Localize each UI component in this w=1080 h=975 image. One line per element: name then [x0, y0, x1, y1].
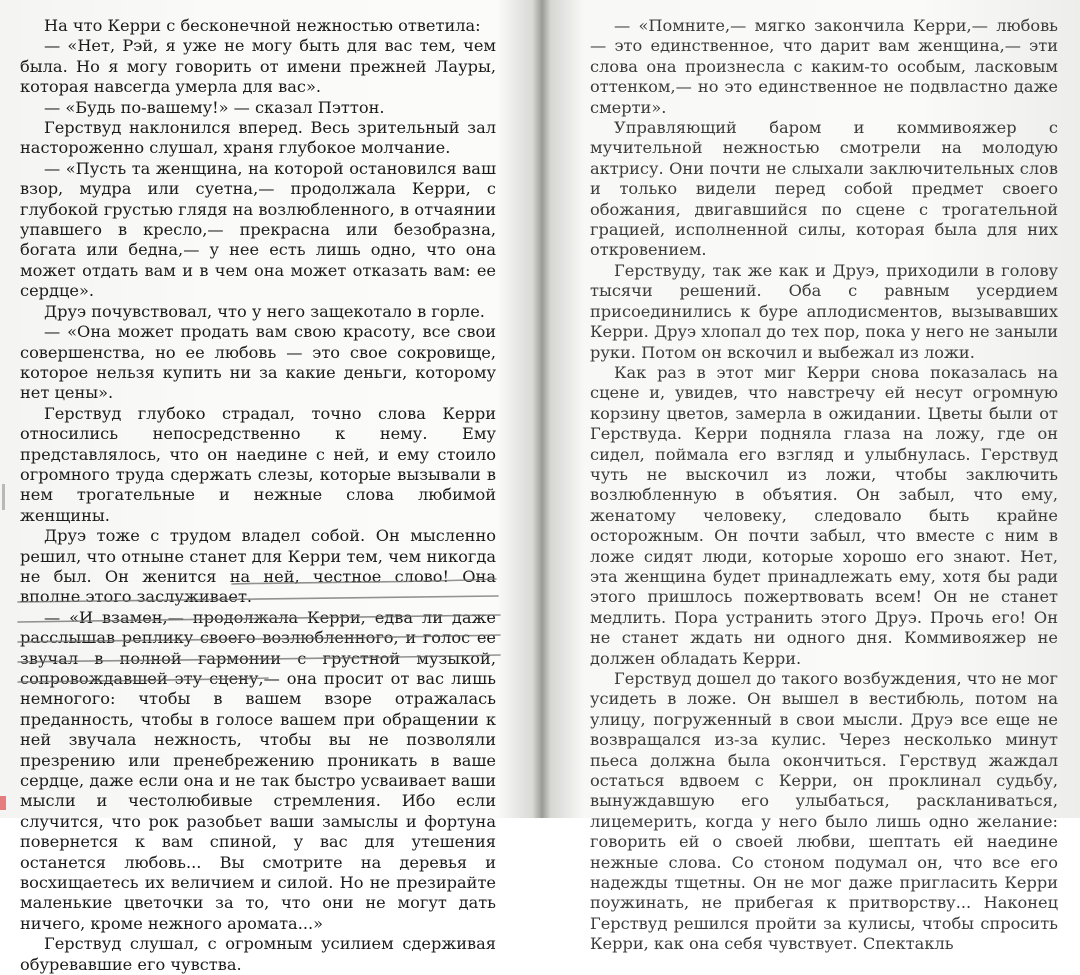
paragraph: — «И взамен,— продолжала Керри, едва ли даже расслышав реплику своего возлюбленного, и голос ее звучал в полной гармонии с грустной музыкой, сопровождавшей эту сцену,— она просит от вас лишь немногого: чтобы в вашем взоре отражалась преданность, чтобы в голосе вашем при обращении к ней звучала нежность, чтобы вы не позволяли презрению или пренебрежению проникать в ваше сердце, даже если она и не так быстро усваивает ваши мысли и честолюбивые стремления. Ибо если случится, что рок разобьет ваши замыслы и фортуна повернется к вам спиной, у вас для утешения останется любовь... Вы смотрите на деревья и восхищаетесь их величием и силой. Но не презирайте маленькие цветочки за то, что они не могут дать ничего, кроме нежного аромата...» — [20, 607, 496, 933]
paragraph: Управляющий баром и коммивояжер с мучительной нежностью смотрели на молодую актрису. Они почти не слыхали заключительных слов и только видели перед собой предмет своего обожания, двигавшийся по сцене с трогательной грацией, исполненной силы, которая была для них откровением. — [590, 118, 1058, 260]
paragraph: Друэ тоже с трудом владел собой. Он мысленно решил, что отныне станет для Керри тем, чем никогда не был. Он женится на ней, честное слово! Она вполне этого заслуживает. — [20, 526, 496, 607]
left-page — [20, 0, 496, 974]
paragraph: — «Будь по-вашему!» — сказал Пэттон. — [44, 97, 385, 117]
paragraph: — «Нет, Рэй, я уже не могу быть для вас тем, чем была. Но я могу говорить от имени прежней Лауры, которая навсегда умерла для вас». — [20, 36, 496, 97]
paragraph: Герствуд наклонился вперед. Весь зрительный зал настороженно слушал, храня глубокое молчание. — [20, 118, 496, 158]
paragraph: Как раз в этот миг Керри снова показалась на сцене и, увидев, что навстречу ей несут огромную корзину цветов, замерла в ожидании. Цветы были от Герствуда. Керри подняла глаза на ложу, где он сидел, поймала его взгляд и улыбнулась. Герствуд чуть не выскочил из ложи, чтобы заключить возлюбленную в объятия. Он забыл, что ему, женатому человеку, следовало быть крайне осторожным. Он почти забыл, что вместе с ним в ложе сидят люди, которые хорошо его знают. Нет, эта женщина будет принадлежать ему, хотя бы ради этого пришлось пожертвовать всем! Он не станет медлить. Пора устранить этого Друэ. Прочь его! Он не станет ждать ни одного дня. Коммивояжер не должен обладать Керри. — [590, 362, 1058, 668]
paragraph: На что Керри с бесконечной нежностью ответила: — [44, 16, 481, 35]
paragraph: — «Пусть та женщина, на которой остановился ваш взор, мудра или суетна,— продолжала Керри, с глубокой грустью глядя на возлюбленного, в отчаянии упавшего в кресло,— прекрасна или безобразна, богата или бедна,— у нее есть лишь одно, что она может отдать вам и в чем она может отказать вам: ее сердце». — [20, 158, 496, 301]
paragraph: Друэ почувствовал, что у него защекотало в горле. — [44, 301, 485, 321]
paragraph: Герствуд дошел до такого возбуждения, что не мог усидеть в ложе. Он вышел в вестибюль, потом на улицу, погруженный в свои мысли. Друэ все еще не возвращался из-за кулис. Через несколько минут пьеса должна была окончиться. Герствуд жаждал остаться вдвоем с Керри, он проклинал судьбу, вынуждавшую его улыбаться, раскланиваться, лицемерить, когда у него было лишь одно желание: говорить ей о своей любви, шептать ей наедине нежные слова. Со стоном подумал он, что все его надежды тщетны. Он не мог даже пригласить Керри поужинать, не прибегая к притворству... Наконец Герствуд решился пройти за кулисы, чтобы спросить Керри, как она себя чувствует. Спектакль — [590, 669, 1058, 954]
paragraph: Герствуд слушал, с огромным усилием сдерживая обуревавшие его чувства. — [20, 934, 496, 974]
paragraph: Герствуду, так же как и Друэ, приходили в голову тысячи решений. Оба с равным усердием присоединились к буре аплодисментов, вызывавших Керри. Друэ хлопал до тех пор, пока у него не заныли руки. Потом он вскочил и выбежал из ложи. — [590, 260, 1058, 362]
paragraph: Герствуд глубоко страдал, точно слова Керри относились непосредственно к нему. Ему представлялось, что он наедине с ней, и ему стоило огромного труда сдержать слезы, которые вызывали в нем трогательные и нежные слова любимой женщины. — [20, 403, 496, 525]
margin-mark — [2, 484, 5, 510]
paragraph: — «Она может продать вам свою красоту, все свои совершенства, но ее любовь — это свое сокровище, которое нельзя купить ни за какие деньги, которому нет цены». — [20, 322, 496, 403]
right-page — [590, 0, 1058, 954]
paragraph: — «Помните,— мягко закончила Керри,— любовь — это единственное, что дарит вам женщина,— эти слова она произнесла с каким-то особым, ласковым оттенком,— но это единственное не подвластно даже смерти». — [590, 16, 1058, 117]
corner-tab — [0, 796, 6, 810]
